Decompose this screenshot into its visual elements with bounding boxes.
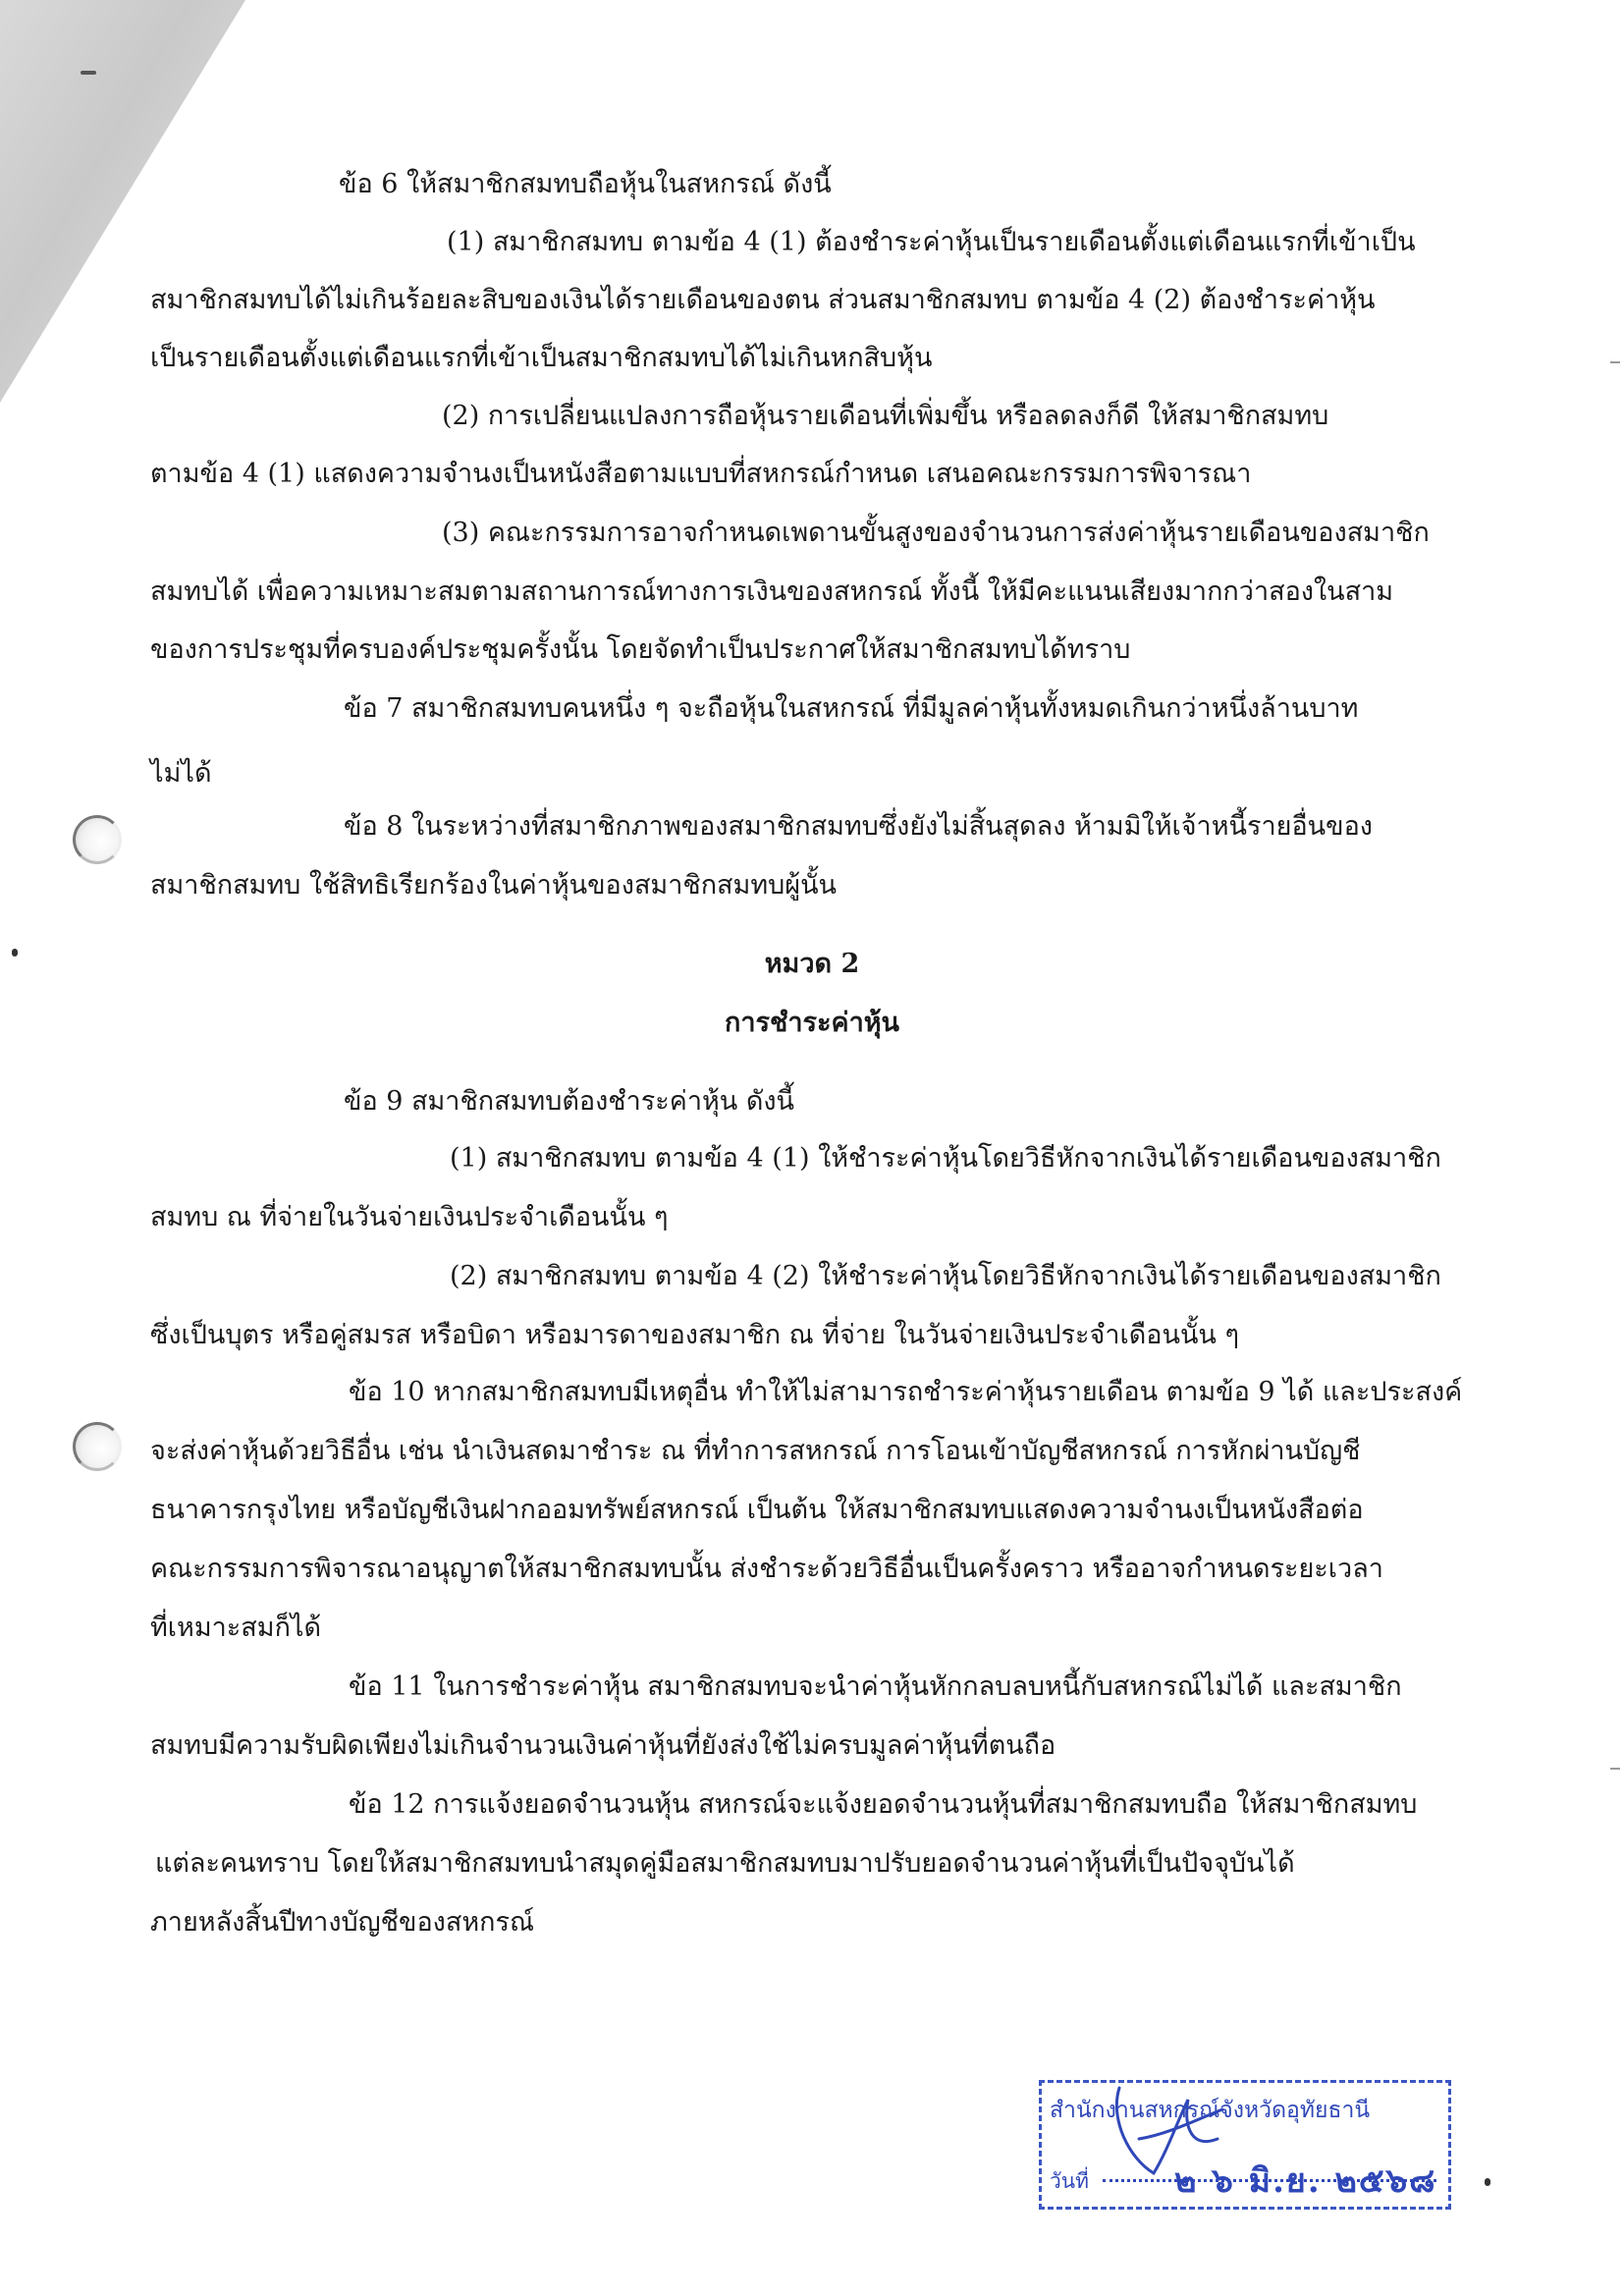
text-line: ภายหลังสิ้นปีทางบัญชีของสหกรณ์ — [150, 1907, 535, 1938]
text-line: ข้อ 12 การแจ้งยอดจำนวนหุ้น สหกรณ์จะแจ้งยอดจำนวนหุ้นที่สมาชิกสมทบถือ ให้สมาชิกสมทบ — [349, 1789, 1418, 1820]
stamp-date-label: วันที่ — [1050, 2169, 1089, 2193]
text-line: (3) คณะกรรมการอาจกำหนดเพดานขั้นสูงของจำนวนการส่งค่าหุ้นรายเดือนของสมาชิก — [442, 518, 1430, 548]
text-line: แต่ละคนทราบ โดยให้สมาชิกสมทบนำสมุดคู่มือสมาชิกสมทบมาปรับยอดจำนวนค่าหุ้นที่เป็นปัจจุบันได้ — [155, 1848, 1295, 1879]
text-line: ข้อ 11 ในการชำระค่าหุ้น สมาชิกสมทบจะนำค่าหุ้นหักกลบลบหนี้กับสหกรณ์ไม่ได้ และสมาชิก — [349, 1671, 1402, 1702]
stamp-office-name: สำนักงานสหกรณ์จังหวัดอุทัยธานี — [1050, 2098, 1371, 2123]
text-line: ของการประชุมที่ครบองค์ประชุมครั้งนั้น โดยจัดทำเป็นประกาศให้สมาชิกสมทบได้ทราบ — [150, 634, 1131, 665]
stamp-date: ๒ ๖ มิ.ย. ๒๕๖๘ — [1174, 2161, 1437, 2201]
chapter-number: หมวด 2 — [764, 949, 860, 979]
scan-speck — [1485, 2178, 1490, 2186]
text-line: สมทบได้ เพื่อความเหมาะสมตามสถานการณ์ทางการเงินของสหกรณ์ ทั้งนี้ ให้มีคะแนนเสียงมากกว่าสองในสาม — [150, 576, 1394, 607]
chapter-title: การชำระค่าหุ้น — [725, 1008, 899, 1038]
scan-edge-mark — [1610, 1768, 1620, 1770]
text-line: จะส่งค่าหุ้นด้วยวิธีอื่น เช่น นำเงินสดมาชำระ ณ ที่ทำการสหกรณ์ การโอนเข้าบัญชีสหกรณ์ การหักผ่านบัญชี — [150, 1436, 1361, 1466]
text-line: ข้อ 7 สมาชิกสมทบคนหนึ่ง ๆ จะถือหุ้นในสหกรณ์ ที่มีมูลค่าหุ้นทั้งหมดเกินกว่าหนึ่งล้านบาท — [344, 693, 1359, 724]
text-line: ธนาคารกรุงไทย หรือบัญชีเงินฝากออมทรัพย์สหกรณ์ เป็นต้น ให้สมาชิกสมทบแสดงความจำนงเป็นหนังสือต่อ — [150, 1495, 1364, 1525]
text-line: (2) สมาชิกสมทบ ตามข้อ 4 (2) ให้ชำระค่าหุ้นโดยวิธีหักจากเงินได้รายเดือนของสมาชิก — [450, 1261, 1441, 1291]
text-line: สมาชิกสมทบ ใช้สิทธิเรียกร้องในค่าหุ้นของสมาชิกสมทบผู้นั้น — [150, 870, 838, 901]
signature-icon — [1100, 2080, 1227, 2188]
text-line: เป็นรายเดือนตั้งแต่เดือนแรกที่เข้าเป็นสมาชิกสมทบได้ไม่เกินหกสิบหุ้น — [150, 343, 933, 373]
text-line: สมทบ ณ ที่จ่ายในวันจ่ายเงินประจำเดือนนั้น ๆ — [150, 1202, 669, 1232]
text-line: (1) สมาชิกสมทบ ตามข้อ 4 (1) ต้องชำระค่าหุ้นเป็นรายเดือนตั้งแต่เดือนแรกที่เข้าเป็น — [447, 227, 1416, 257]
punch-hole-top — [73, 815, 122, 864]
text-line: ข้อ 6 ให้สมาชิกสมทบถือหุ้นในสหกรณ์ ดังนี้ — [339, 169, 832, 199]
text-line: คณะกรรมการพิจารณาอนุญาตให้สมาชิกสมทบนั้น ส่งชำระด้วยวิธีอื่นเป็นครั้งคราว หรืออาจกำหนดระยะเวลา — [150, 1554, 1383, 1584]
text-line: ข้อ 10 หากสมาชิกสมทบมีเหตุอื่น ทำให้ไม่สามารถชำระค่าหุ้นรายเดือน ตามข้อ 9 ได้ และประสงค์ — [349, 1377, 1463, 1407]
text-line: (2) การเปลี่ยนแปลงการถือหุ้นรายเดือนที่เพิ่มขึ้น หรือลดลงก็ดี ให้สมาชิกสมทบ — [442, 401, 1329, 431]
text-line: ตามข้อ 4 (1) แสดงความจำนงเป็นหนังสือตามแบบที่สหกรณ์กำหนด เสนอคณะกรรมการพิจารณา — [150, 459, 1252, 489]
punch-hole-bottom — [73, 1422, 122, 1471]
text-line: สมาชิกสมทบได้ไม่เกินร้อยละสิบของเงินได้รายเดือนของตน ส่วนสมาชิกสมทบ ตามข้อ 4 (2) ต้องชำระค่าหุ้น — [150, 285, 1376, 315]
text-line: ไม่ได้ — [150, 758, 212, 789]
text-line: ซึ่งเป็นบุตร หรือคู่สมรส หรือบิดา หรือมารดาของสมาชิก ณ ที่จ่าย ในวันจ่ายเงินประจำเดือนนั้น ๆ — [150, 1320, 1239, 1350]
text-line: ข้อ 9 สมาชิกสมทบต้องชำระค่าหุ้น ดังนี้ — [344, 1086, 794, 1117]
scan-mark — [81, 71, 96, 75]
scan-edge-mark — [1610, 361, 1620, 363]
text-line: สมทบมีความรับผิดเพียงไม่เกินจำนวนเงินค่าหุ้นที่ยังส่งใช้ไม่ครบมูลค่าหุ้นที่ตนถือ — [150, 1730, 1056, 1761]
text-line: ที่เหมาะสมก็ได้ — [150, 1613, 322, 1643]
text-line: (1) สมาชิกสมทบ ตามข้อ 4 (1) ให้ชำระค่าหุ้นโดยวิธีหักจากเงินได้รายเดือนของสมาชิก — [450, 1143, 1441, 1174]
text-line: ข้อ 8 ในระหว่างที่สมาชิกภาพของสมาชิกสมทบซึ่งยังไม่สิ้นสุดลง ห้ามมิให้เจ้าหนี้รายอื่นของ — [344, 811, 1373, 842]
